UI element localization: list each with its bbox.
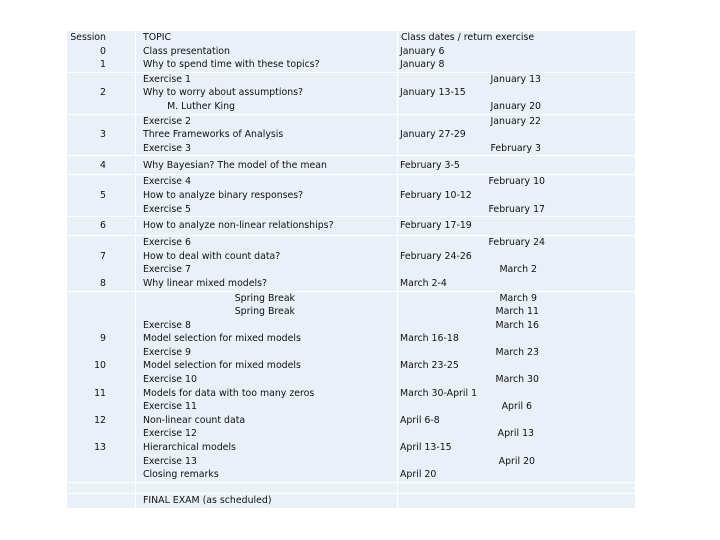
topic-text: Exercise 9 [143,346,191,358]
topic-text: Three Frameworks of Analysis [143,129,284,141]
class-date: March 2-4 [400,277,447,289]
session-number: 6 [100,220,106,232]
class-date: January 13-15 [400,87,466,99]
session-number: 5 [100,189,106,201]
session-number: 0 [100,45,106,57]
class-date: January 6 [400,45,445,57]
return-date: February 10 [488,176,545,188]
class-date: March 23-25 [400,360,459,372]
table-row [67,156,635,175]
table-row [67,73,635,115]
holiday-label: M. Luther King [167,100,235,112]
topic-text: Hierarchical models [143,442,236,454]
topic-text: Closing remarks [143,469,219,481]
topic-text: Exercise 10 [143,374,197,386]
topic-text: How to deal with count data? [143,250,281,262]
session-number: 3 [100,129,106,141]
topic-text: Why to spend time with these topics? [143,59,320,71]
topic-text: Exercise 8 [143,319,191,331]
return-date: February 24 [488,237,545,249]
table-row [67,292,635,483]
session-number: 8 [100,277,106,289]
session-number: 1 [100,59,106,71]
topic-text: Non-linear count data [143,414,246,426]
class-date: April 6-8 [400,414,440,426]
return-date: March 23 [495,346,539,358]
return-date: March 11 [495,306,539,318]
topic-text: Exercise 3 [143,142,191,154]
session-number: 10 [94,360,106,372]
session-number: 11 [94,387,106,399]
class-date: January 8 [400,59,445,71]
table-row [67,31,635,73]
table-row [67,494,635,509]
topic-text: Why to worry about assumptions? [143,87,303,99]
session-number: 12 [94,414,106,426]
topic-text: How to analyze non-linear relationships? [143,220,334,232]
topic-text: Exercise 1 [143,73,191,85]
class-date: February 24-26 [400,250,472,262]
return-date: January 22 [490,115,541,127]
return-date: February 3 [490,142,541,154]
topic-text: Model selection for mixed models [143,360,301,372]
session-number: 7 [100,250,106,262]
session-number: 2 [100,87,106,99]
session-number: 13 [94,442,106,454]
table-row [67,236,635,291]
table-row [67,175,635,217]
return-date: March 9 [499,292,537,304]
topic-text: Exercise 6 [143,237,191,249]
class-date: March 16-18 [400,333,459,345]
schedule-table [67,31,635,509]
session-header: Session [70,32,106,43]
topic-text: Exercise 2 [143,115,191,127]
topic-text: Exercise 11 [143,401,197,413]
table-row [67,217,635,236]
topic-text: Exercise 4 [143,176,191,188]
final-exam-label: FINAL EXAM (as scheduled) [143,494,272,506]
session-number: 4 [100,159,106,171]
topic-text: Models for data with too many zeros [143,387,315,399]
return-date: February 17 [488,203,545,215]
return-date: January 13 [490,73,541,85]
return-date: March 16 [495,319,539,331]
session-number: 9 [100,333,106,345]
spring-break-label: Spring Break [234,306,295,318]
topic-text: Exercise 5 [143,203,191,215]
topic-text: Exercise 7 [143,264,191,276]
return-date: March 2 [499,264,537,276]
class-date: April 20 [400,469,437,481]
return-date: April 20 [498,455,535,467]
class-date: February 17-19 [400,220,472,232]
spring-break-label: Spring Break [234,292,295,304]
table-row [67,115,635,157]
topic-text: Why linear mixed models? [143,277,267,289]
return-date: January 20 [490,100,541,112]
return-date: April 13 [497,428,534,440]
class-date: February 3-5 [400,159,460,171]
table-row [67,483,635,494]
class-date: April 13-15 [400,442,452,454]
return-date: April 6 [501,401,532,413]
topic-header: TOPIC [143,32,172,43]
topic-text: Exercise 12 [143,428,197,440]
class-date: February 10-12 [400,189,472,201]
topic-text: Exercise 13 [143,455,197,467]
return-date: March 30 [495,374,539,386]
dates-header: Class dates / return exercise [401,32,535,43]
topic-text: Why Bayesian? The model of the mean [143,159,327,171]
class-date: March 30-April 1 [400,387,478,399]
topic-text: Class presentation [143,45,230,57]
topic-text: How to analyze binary responses? [143,189,304,201]
topic-text: Model selection for mixed models [143,333,301,345]
class-date: January 27-29 [400,129,466,141]
